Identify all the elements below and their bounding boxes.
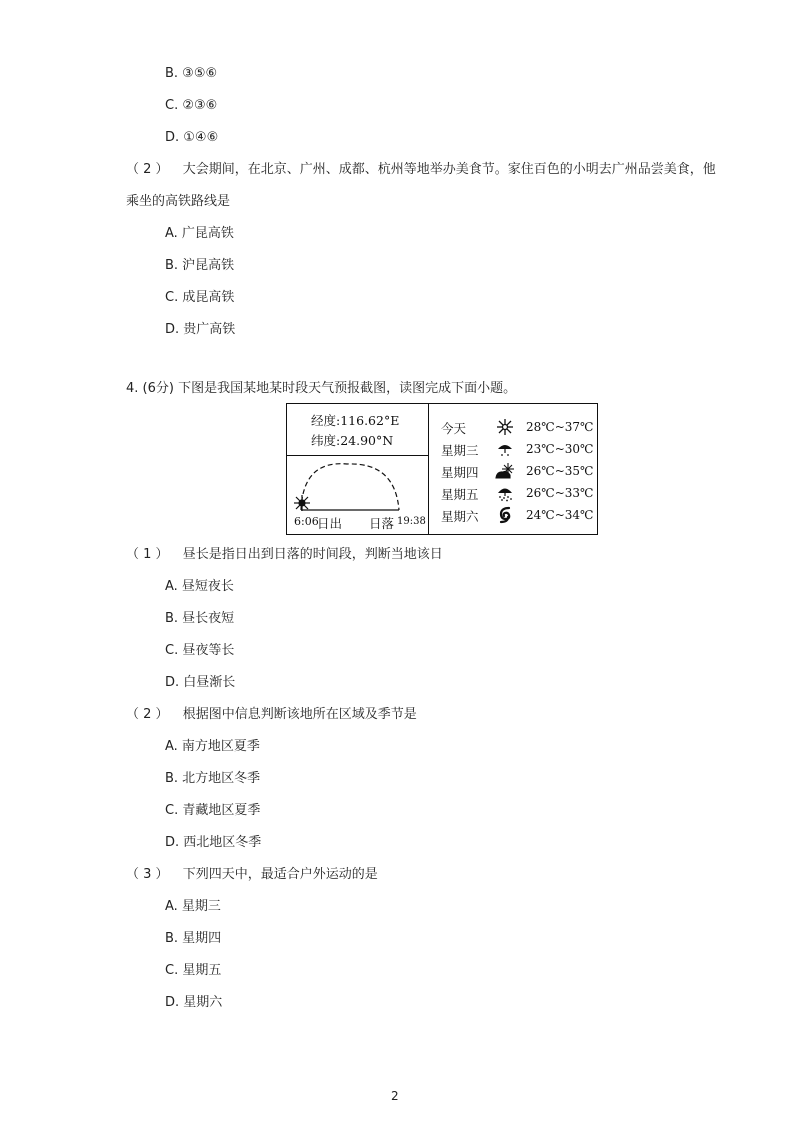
option-b: B. 星期四	[165, 931, 222, 946]
forecast-day: 星期四	[441, 465, 479, 480]
forecast-panel	[429, 404, 597, 534]
question-4-2	[126, 707, 417, 723]
forecast-temp: 23℃~30℃	[526, 442, 594, 456]
longitude: 经度:116.62°E	[311, 413, 400, 428]
question-text: 下列四天中，最适合户外运动的是	[182, 867, 378, 882]
question-3-2	[126, 162, 716, 178]
sun-icon	[495, 418, 515, 436]
sunset-time: 19:38	[397, 516, 426, 527]
option-a: A. 广昆高铁	[165, 226, 234, 241]
question-text: 昼长是指日出到日落的时间段，判断当地该日	[182, 547, 443, 562]
sun-cloud-icon	[495, 462, 515, 480]
question-text: 根据图中信息判断该地所在区域及季节是	[182, 707, 417, 722]
forecast-temp: 28℃~37℃	[526, 420, 594, 434]
option-a: A. 昼短夜长	[165, 579, 234, 594]
question-text: 大会期间，在北京、广州、成都、杭州等地举办美食节。家住百色的小明去广州品尝美食，他	[182, 162, 716, 177]
option-c: C. ②③⑥	[165, 98, 218, 113]
option-d: D. 西北地区冬季	[165, 835, 262, 850]
option-d: D. ①④⑥	[165, 130, 219, 145]
forecast-day: 星期三	[441, 443, 479, 458]
question-number: （ 1 ）	[126, 547, 169, 562]
shower-icon	[495, 484, 515, 502]
question-4-title: 4. (6分) 下图是我国某地某时段天气预报截图，读图完成下面小题。	[126, 381, 517, 396]
question-text-continued: 乘坐的高铁路线是	[126, 194, 231, 209]
question-4-3	[126, 867, 378, 883]
option-a: A. 南方地区夏季	[165, 739, 260, 754]
forecast-row	[429, 461, 597, 481]
option-c: C. 青藏地区夏季	[165, 803, 261, 818]
question-number: （ 2 ）	[126, 707, 169, 722]
coordinates-panel	[287, 404, 429, 456]
question-4-1	[126, 547, 443, 563]
forecast-day: 今天	[441, 421, 467, 436]
option-d: D. 星期六	[165, 995, 223, 1010]
forecast-temp: 24℃~34℃	[526, 508, 594, 522]
rain-icon	[495, 440, 515, 458]
option-d: D. 贵广高铁	[165, 322, 236, 337]
question-number: （ 3 ）	[126, 867, 169, 882]
option-b: B. ③⑤⑥	[165, 66, 218, 81]
option-c: C. 成昆高铁	[165, 290, 235, 305]
option-c: C. 昼夜等长	[165, 643, 235, 658]
option-c: C. 星期五	[165, 963, 222, 978]
latitude: 纬度:24.90°N	[311, 433, 394, 448]
option-d: D. 白昼渐长	[165, 675, 236, 690]
forecast-row	[429, 417, 597, 437]
forecast-row	[429, 439, 597, 459]
option-b: B. 沪昆高铁	[165, 258, 235, 273]
sun-icon	[294, 495, 310, 511]
forecast-day: 星期六	[441, 509, 479, 524]
sun-arc	[301, 464, 399, 510]
forecast-temp: 26℃~33℃	[526, 486, 594, 500]
forecast-day: 星期五	[441, 487, 479, 502]
sunrise-label: 日出	[317, 516, 343, 531]
option-b: B. 昼长夜短	[165, 611, 235, 626]
option-b: B. 北方地区冬季	[165, 771, 261, 786]
option-a: A. 星期三	[165, 899, 221, 914]
page-number: 2	[391, 1089, 399, 1103]
forecast-temp: 26℃~35℃	[526, 464, 594, 478]
sunset-label: 日落	[369, 516, 395, 531]
weather-forecast-figure	[286, 403, 598, 535]
sunrise-time: 6:06	[294, 515, 319, 528]
sun-path-panel	[287, 456, 429, 535]
forecast-row	[429, 505, 597, 525]
typhoon-icon	[495, 506, 515, 524]
forecast-row	[429, 483, 597, 503]
question-number: （ 2 ）	[126, 162, 169, 177]
